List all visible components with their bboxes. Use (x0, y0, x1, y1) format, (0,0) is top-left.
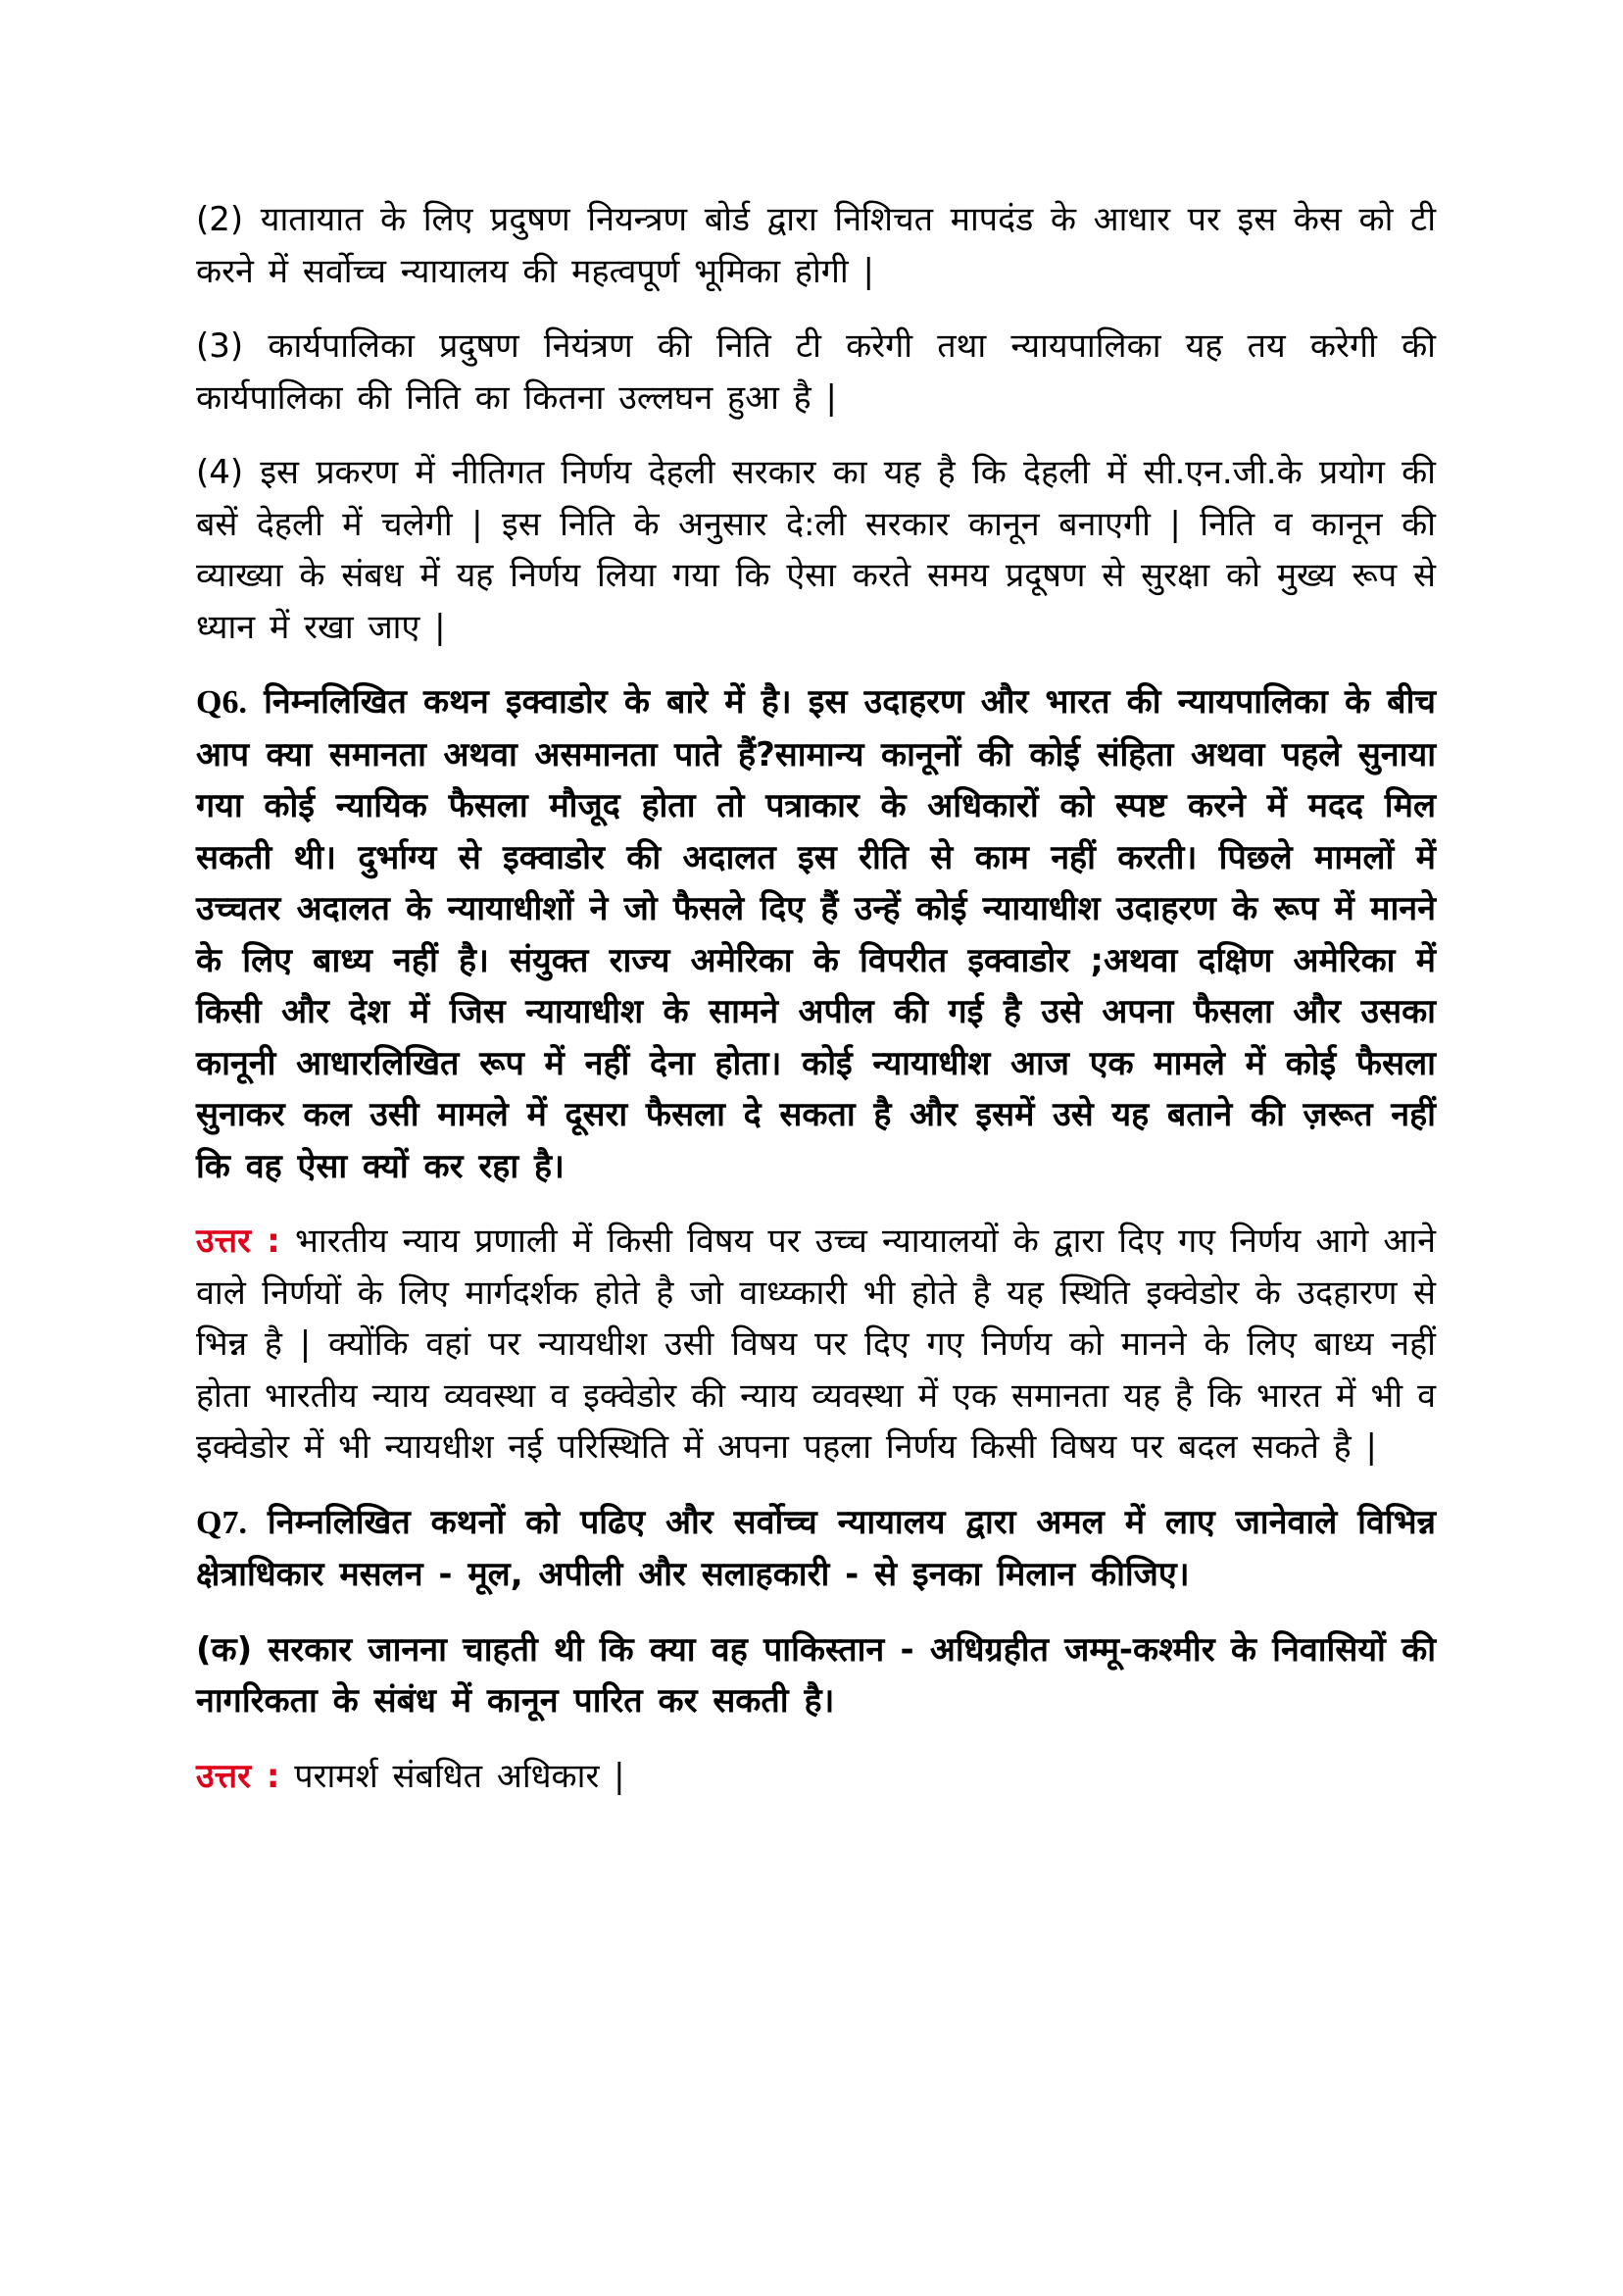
answer-7-ka-text: परामर्श संबधित अधिकार | (279, 1756, 625, 1796)
question-6 (196, 676, 1436, 1192)
answer-7-ka (196, 1751, 1436, 1803)
question-6-text: निम्नलिखित कथन इक्वाडोर के बारे में है। इस उदाहरण और भारत की न्यायपालिका के बीच आप क्या समानता अथवा असमानता पाते हैं?सामान्य कानूनों की कोई संहिता अथवा पहले सुनाया गया कोई न्यायिक फैसला मौजूद होता तो पत्राकार के अधिकारों को स्पष्ट करने में मदद मिल सकती थी। दुर्भाग्य से इक्वाडोर की अदालत इस रीति से काम नहीं करती। पिछले मामलों में उच्चतर अदालत के न्यायाधीशों ने जो फैसले दिए हैं उन्हें कोई न्यायाधीश उदाहरण के रूप में मानने के लिए बाध्य नहीं है। संयुक्त राज्य अमेरिका के विपरीत इक्वाडोर ;अथवा दक्षिण अमेरिका में किसी और देश में जिस न्यायाधीश के सामने अपील की गई है उसे अपना फैसला और उसका कानूनी आधारलिखित रूप में नहीं देना होता। कोई न्यायाधीश आज एक मामले में कोई फैसला सुनाकर कल उसी मामले में दूसरा फैसला दे सकता है और इसमें उसे यह बताने की ज़रूत नहीं कि वह ऐसा क्यों कर रहा है। (196, 682, 1436, 1186)
point-2-paragraph: (2) यातायात के लिए प्रदुषण नियन्त्रण बोर्ड द्वारा निशिचत मापदंड के आधार पर इस केस को टी करने में सर्वोच्च न्यायालय की महत्वपूर्ण भूमिका होगी | (196, 200, 1436, 291)
question-7-number: Q7. (196, 1504, 247, 1541)
question-7-subitem-ka: (क) सरकार जानना चाहती थी कि क्या वह पाकिस्तान - अधिग्रहीत जम्मू-कश्मीर के निवासियों की नागरिकता के संबंध में कानून पारित कर सकती है। (196, 1629, 1436, 1721)
question-7 (196, 1497, 1436, 1601)
answer-7-ka-label: उत्तर : (196, 1756, 280, 1796)
answer-6 (196, 1216, 1436, 1473)
point-3-paragraph: (3) कार्यपालिका प्रदुषण नियंत्रण की निति टी करेगी तथा न्यायपालिका यह तय करेगी की कार्यपालिका की निति का कितना उल्लघन हुआ है | (196, 326, 1436, 418)
answer-6-text: भारतीय न्याय प्रणाली में किसी विषय पर उच्च न्यायालयों के द्वारा दिए गए निर्णय आगे आने वाले निर्णयों के लिए मार्गदर्शक होते है जो वाध्य्कारी भी होते है यह स्थिति इक्वेडोर के उदहारण से भिन्न है | क्योंकि वहां पर न्यायधीश उसी विषय पर दिए गए निर्णय को मानने के लिए बाध्य नहीं होता भारतीय न्याय व्यवस्था व इक्वेडोर की न्याय व्यवस्था में एक समानता यह है कि भारत में भी व इक्वेडोर में भी न्यायधीश नई परिस्थिति में अपना पहला निर्णय किसी विषय पर बदल सकते है | (196, 1222, 1437, 1467)
answer-6-label: उत्तर : (196, 1222, 280, 1261)
point-4-paragraph: (4) इस प्रकरण में नीतिगत निर्णय देहली सरकार का यह है कि देहली में सी.एन.जी.के प्रयोग की बसें देहली में चलेगी | इस निति के अनुसार दे:ली सरकार कानून बनाएगी | निति व कानून की व्याख्या के संबध में यह निर्णय लिया गया कि ऐसा करते समय प्रदूषण से सुरक्षा को मुख्य रूप से ध्यान में रखा जाए | (196, 453, 1436, 647)
document-page (196, 194, 1436, 1825)
question-6-number: Q6. (196, 684, 247, 721)
question-7-text: निम्नलिखित कथनों को पढिए और सर्वोच्च न्यायालय द्वारा अमल में लाए जानेवाले विभिन्न क्षेत्राधिकार मसलन - मूल, अपीली और सलाहकारी - से इनका मिलान कीजिए। (196, 1502, 1436, 1594)
